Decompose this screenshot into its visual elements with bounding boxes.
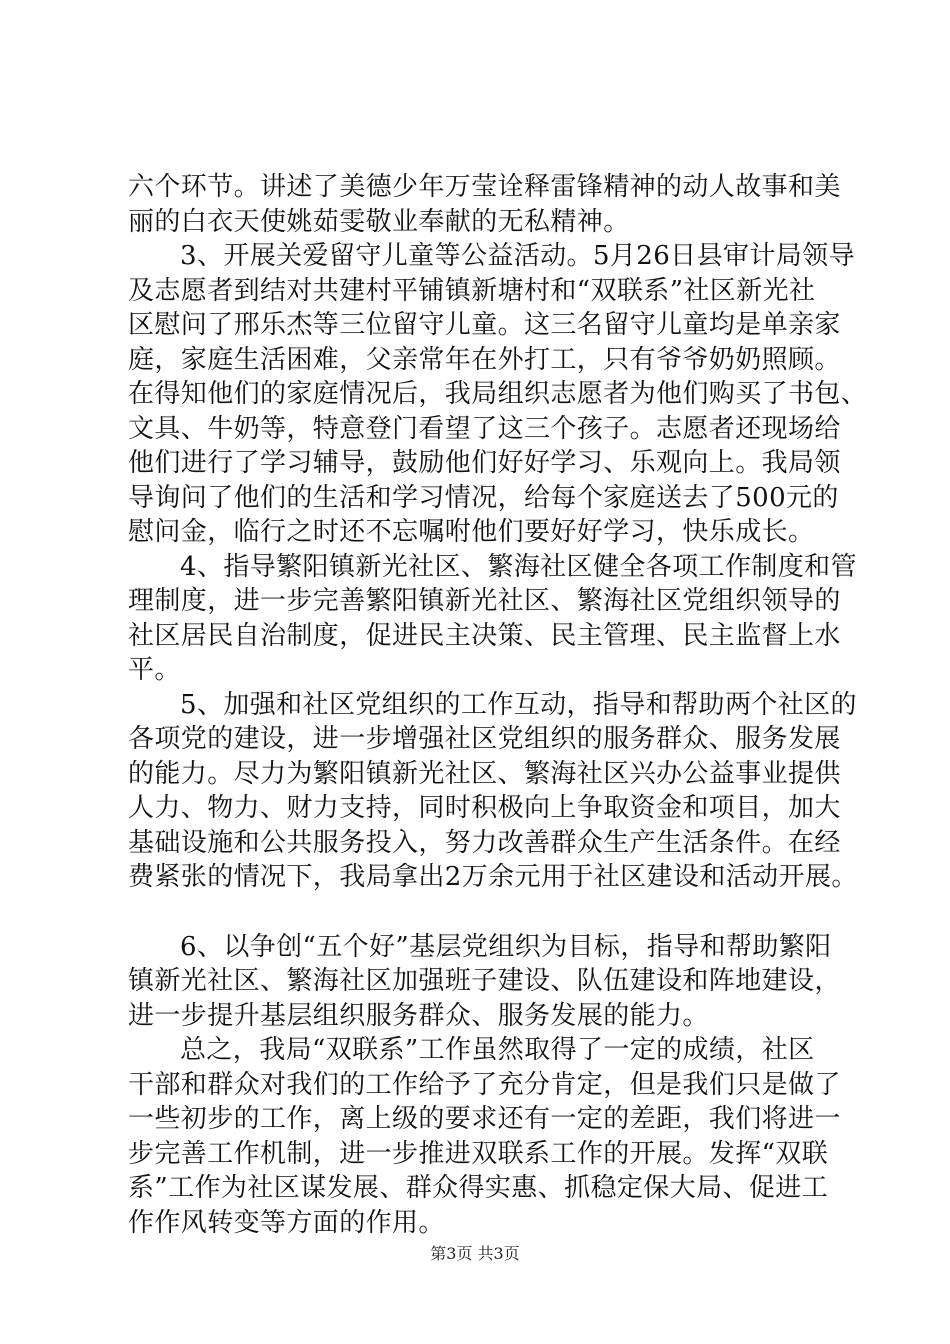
summary-paragraph-start: 总之，我局“双联系”工作虽然取得了一定的成绩，社区	[180, 1035, 815, 1065]
text-line: 干部和群众对我们的工作给予了充分肯定，但是我们只是做了	[128, 1069, 841, 1100]
text-line: 文具、牛奶等，特意登门看望了这三个孩子。志愿者还现场给	[128, 413, 841, 444]
text-line: 作作风转变等方面的作用。	[128, 1207, 445, 1238]
text-line: 导询问了他们的生活和学习情况，给每个家庭送去了500元的	[128, 482, 839, 513]
text-line: 系”工作为社区谋发展、群众得实惠、抓稳定保大局、促进工	[128, 1173, 829, 1203]
text-line: 他们进行了学习辅导，鼓励他们好好学习、乐观向上。我局领	[128, 448, 841, 478]
text-line: 各项党的建设，进一步增强社区党组织的服务群众、服务发展	[128, 724, 841, 754]
text-line: 平。	[128, 655, 181, 685]
text-line: 费紧张的情况下，我局拿出2万余元用于社区建设和活动开展。	[128, 862, 858, 892]
text-line: 区慰问了邢乐杰等三位留守儿童。这三名留守儿童均是单亲家	[128, 310, 841, 340]
text-line: 庭，家庭生活困难，父亲常年在外打工，只有爷爷奶奶照顾。	[128, 344, 841, 375]
document-body	[128, 170, 868, 1240]
text-line: 基础设施和公共服务投入，努力改善群众生产生活条件。在经	[128, 827, 841, 858]
text-line: 丽的白衣天使姚茹雯敬业奉献的无私精神。	[128, 206, 630, 237]
text-line: 慰问金，临行之时还不忘嘱咐他们要好好学习，快乐成长。	[128, 517, 815, 547]
text-line: 理制度，进一步完善繁阳镇新光社区、繁海社区党组织领导的	[128, 586, 841, 616]
text-line: 在得知他们的家庭情况后，我局组织志愿者为他们购买了书包、	[128, 379, 868, 409]
text-line: 进一步提升基层组织服务群众、服务发展的能力。	[128, 1000, 709, 1031]
text-line: 人力、物力、财力支持，同时积极向上争取资金和项目，加大	[128, 793, 841, 823]
text-line: 一些初步的工作，离上级的要求还有一定的差距，我们将进一	[128, 1104, 841, 1134]
paragraph-6-start: 6、以争创“五个好”基层党组织为目标，指导和帮助繁阳	[180, 931, 832, 962]
paragraph-5-start: 5、加强和社区党组织的工作互动，指导和帮助两个社区的	[180, 689, 857, 720]
text-line: 步完善工作机制，进一步推进双联系工作的开展。发挥“双联	[128, 1138, 829, 1169]
paragraph-3-start: 3、开展关爱留守儿童等公益活动。5月26日县审计局领导	[180, 241, 855, 271]
paragraph-gap	[128, 895, 848, 930]
paragraph-4-start: 4、指导繁阳镇新光社区、繁海社区健全各项工作制度和管	[180, 551, 857, 582]
text-line: 及志愿者到结对共建村平铺镇新塘村和“双联系”社区新光社	[128, 275, 816, 306]
text-line: 镇新光社区、繁海社区加强班子建设、队伍建设和阵地建设，	[128, 966, 841, 996]
page-footer: 第3页 共3页	[430, 1244, 520, 1263]
text-line: 六个环节。讲述了美德少年万莹诠释雷锋精神的动人故事和美	[128, 172, 841, 202]
text-line: 的能力。尽力为繁阳镇新光社区、繁海社区兴办公益事业提供	[128, 758, 841, 789]
text-line: 社区居民自治制度，促进民主决策、民主管理、民主监督上水	[128, 620, 841, 651]
